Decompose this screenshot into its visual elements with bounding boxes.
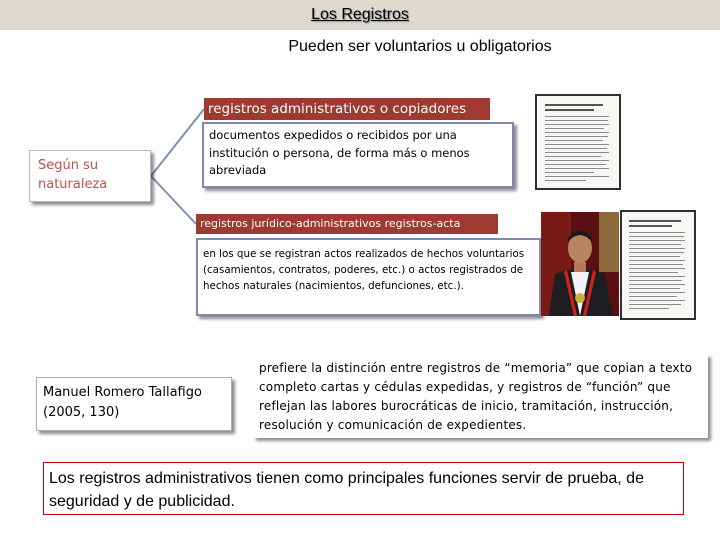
connector-line-1	[151, 109, 204, 176]
document-photo-1	[535, 94, 621, 190]
official-portrait-photo	[541, 212, 619, 316]
conclusion-text: Los registros administrativos tienen como principales funciones servir de prueba, de seguridad y de publicidad.	[43, 462, 684, 515]
slide-title: Los Registros	[311, 6, 409, 23]
connector-line-2	[151, 176, 196, 224]
branch-description-juridico: en los que se registran actos realizados de hechos voluntarios (casamientos, contratos, poderes, etc.) o actos registrados de hechos naturales (nacimientos, defunciones, etc.).	[196, 238, 541, 316]
author-reference: Manuel Romero Tallafigo (2005, 130)	[36, 377, 232, 431]
branch-header-juridico: registros jurídico-administrativos registros-acta	[196, 214, 498, 234]
document-photo-2	[620, 210, 696, 320]
branch-header-administrativos: registros administrativos o copiadores	[204, 98, 490, 120]
branch-description-administrativos: documentos expedidos o recibidos por una institución o persona, de forma más o menos abreviada	[202, 122, 514, 188]
author-quote: prefiere la distinción entre registros de “memoria” que copian a texto completo cartas y cédulas expedidas, y registros de “función” que reflejan las labores burocráticas de inicio, tramitación, instrucción, resolución y comunicación de expedientes.	[253, 354, 708, 438]
nature-label: Según su naturaleza	[29, 150, 151, 202]
slide-subtitle: Pueden ser voluntarios u obligatorios	[288, 38, 552, 55]
